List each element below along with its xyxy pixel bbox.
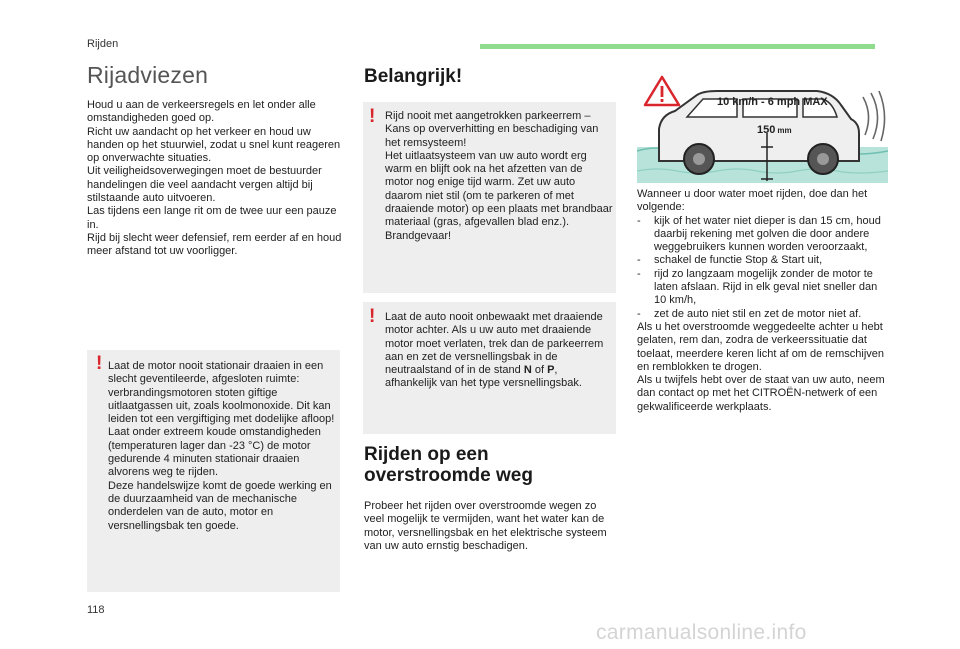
warning-text-part: , afhankelijk van het type versnellingsbak. bbox=[385, 364, 582, 390]
watermark: carmanualsonline.info bbox=[596, 621, 807, 644]
warning-icon: ! bbox=[96, 353, 103, 374]
flood-instructions-after: Als u het overstroomde weggedeelte achter u hebt gelaten, rem dan, zodra de verkeerssituatie dat toelaat, meerdere keren licht af om de remschijven en remblokken te drogen. Als u twijfels hebt over de staat van uw auto, neem dan contact op met het CITROËN-netwerk of een gekwalificeerde werkplaats. bbox=[637, 320, 885, 413]
list-item bbox=[637, 215, 889, 255]
list-dash: - bbox=[637, 254, 641, 267]
list-item bbox=[637, 308, 889, 321]
speed-limit-label: 10 km/h - 6 mph MAX bbox=[717, 96, 828, 108]
section-header-bar bbox=[480, 44, 875, 49]
warning-box-parking-brake bbox=[363, 102, 616, 293]
flooded-road-title: Rijden op een overstroomde weg bbox=[364, 444, 533, 486]
driving-advice-text: Houd u aan de verkeersregels en let onder alle omstandigheden goed op. Richt uw aandacht op het verkeer en houd uw handen op het stuurwiel, zodat u snel kunt reageren op onverwachte situaties. Uit veiligheidsoverwegingen moet de bestuurder handelingen die veel aandacht vergen altijd bij stilstaande auto uitvoeren. Las tijdens een lange rit om de twee uur een pauze in. Rijd bij slecht weer defensief, rem eerder af en houd meer afstand tot uw voorligger. bbox=[87, 99, 342, 258]
list-dash: - bbox=[637, 214, 641, 227]
warning-text-part: Laat de auto nooit onbewaakt met draaiende motor achter. Als u uw auto met draaiende motor moet verlaten, trek dan de parkeerrem aan en zet de versnellingsbak in de neutraalstand of in de stand bbox=[385, 311, 604, 377]
section-label: Rijden bbox=[87, 38, 119, 50]
warning-triangle-icon bbox=[645, 77, 679, 105]
flood-instructions-intro: Wanneer u door water moet rijden, doe dan het volgende: bbox=[637, 188, 868, 214]
list-item-text: kijk of het water niet dieper is dan 15 cm, houd daarbij rekening met golven die door andere weggebruikers kunnen worden veroorzaakt, bbox=[654, 214, 881, 254]
flooded-road-section bbox=[364, 444, 618, 553]
warning-text-parking-brake: Rijd nooit met aangetrokken parkeerrem – Kans op oververhitting en beschadiging van het remsysteem! Het uitlaatsysteem van uw auto wordt erg warm en blijft ook na het afzetten van de motor nog enige tijd warm. Zet uw auto daarom niet stil (om te parkeren of met draaiende motor) op een plaats met brandbaar materiaal (gras, afgevallen blad enz.). Brandgevaar! bbox=[385, 110, 613, 242]
depth-value: 150 bbox=[757, 124, 776, 136]
flooded-road-text: Probeer het rijden over overstroomde wegen zo veel mogelijk te vermijden, want het water kan de motor, versnellingsbak en het elektrische systeem van uw auto ernstig beschadigen. bbox=[364, 500, 607, 552]
warning-box-unattended bbox=[363, 302, 616, 434]
warning-box-engine-idle bbox=[87, 350, 340, 592]
page-number: 118 bbox=[87, 604, 105, 616]
list-dash: - bbox=[637, 307, 641, 320]
motion-lines-icon bbox=[863, 91, 885, 141]
gear-neutral: N bbox=[523, 364, 532, 377]
flood-instructions-column bbox=[637, 188, 889, 414]
important-title: Belangrijk! bbox=[364, 66, 463, 87]
driving-advice-column bbox=[87, 62, 342, 259]
warning-icon: ! bbox=[369, 306, 376, 327]
warning-text-engine-idle: Laat de motor nooit stationair draaien in een slecht geventileerde, afgesloten ruimte: verbrandingsmotoren stoten giftige uitlaatgassen uit, zoals koolmonoxide. Dit kan leiden tot een vergiftiging met dodelijke afloop! Laat onder extreem koude omstandigheden (temperaturen lager dan -23 °C) de motor gedurende 4 minuten stationair draaien alvorens weg te rijden. Deze handelswijze komt de goede werking en de duurzaamheid van de mechanische onderdelen van de auto, motor en versnellingsbak ten goede. bbox=[108, 360, 335, 532]
list-item-text: zet de auto niet stil en zet de motor niet af. bbox=[654, 307, 862, 320]
depth-unit: mm bbox=[777, 126, 792, 135]
list-item bbox=[637, 254, 889, 267]
list-item bbox=[637, 268, 889, 308]
flood-car-illustration bbox=[637, 75, 888, 183]
warning-icon: ! bbox=[369, 106, 376, 127]
list-item-text: rijd zo langzaam mogelijk zonder de motor te laten afslaan. Rijd in elk geval niet sneller dan 10 km/h, bbox=[654, 267, 878, 307]
warning-text-part: of bbox=[531, 364, 548, 377]
important-column bbox=[364, 62, 617, 101]
warning-text-unattended bbox=[385, 311, 609, 391]
gear-park: P bbox=[547, 364, 555, 377]
depth-label bbox=[757, 124, 792, 136]
list-dash: - bbox=[637, 267, 641, 280]
list-item-text: schakel de functie Stop & Start uit, bbox=[654, 254, 823, 267]
driving-advice-title: Rijadviezen bbox=[87, 62, 209, 88]
flood-instructions-list bbox=[637, 215, 889, 321]
